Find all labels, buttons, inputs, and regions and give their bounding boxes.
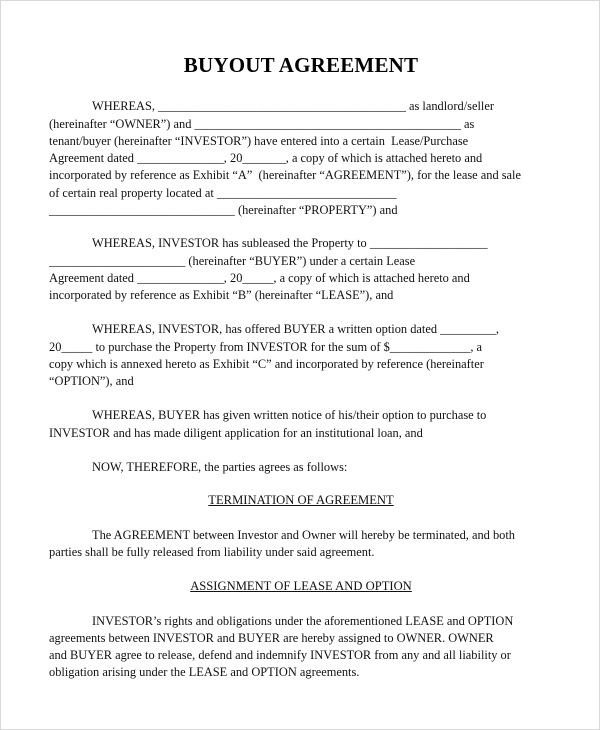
paragraph-3-line: “OPTION”), and	[49, 374, 134, 388]
section-1-line: The AGREEMENT between Investor and Owner will hereby be terminated, and both	[92, 528, 515, 542]
paragraph-2-line: incorporated by reference as Exhibit “B” (hereinafter “LEASE”), and	[49, 288, 394, 302]
paragraph-2-line: WHEREAS, INVESTOR has subleased the Property to ___________________	[92, 236, 488, 250]
paragraph-1-line: Agreement dated ______________, 20_______, a copy of which is attached hereto and	[49, 151, 483, 165]
paragraph-1-line: tenant/buyer (hereinafter “INVESTOR”) have entered into a certain Lease/Purchase	[49, 134, 469, 148]
paragraph-4-line: INVESTOR and has made diligent application for an institutional loan, and	[49, 426, 423, 440]
section-2-line: agreements between INVESTOR and BUYER are hereby assigned to OWNER. OWNER	[49, 631, 494, 645]
paragraph-2-line: ______________________ (hereinafter “BUYER”) under a certain Lease	[49, 254, 416, 268]
paragraph-3-line: copy which is annexed hereto as Exhibit “C” and incorporated by reference (hereinafter	[49, 357, 484, 371]
paragraph-1-line: ______________________________ (hereinafter “PROPERTY”) and	[49, 203, 398, 217]
section-2-line: obligation arising under the LEASE and OPTION agreements.	[49, 665, 360, 679]
paragraph-1-line: incorporated by reference as Exhibit “A” (hereinafter “AGREEMENT”), for the lease and sale	[49, 168, 521, 182]
paragraph-3-line: 20_____ to purchase the Property from INVESTOR for the sum of $_____________, a	[49, 340, 483, 354]
paragraph-3-line: WHEREAS, INVESTOR, has offered BUYER a written option dated _________,	[92, 322, 500, 336]
paragraph-2-line: Agreement dated ______________, 20_____, a copy of which is attached hereto and	[49, 271, 470, 285]
document-title: BUYOUT AGREEMENT	[183, 53, 419, 77]
section-2-line: and BUYER agree to release, defend and indemnify INVESTOR from any and all liability or	[49, 648, 511, 662]
paragraph-1-line: (hereinafter “OWNER”) and ___________________________________________ as	[49, 117, 475, 131]
paragraph-4-line: WHEREAS, BUYER has given written notice of his/their option to purchase to	[92, 408, 487, 422]
section-heading-assignment: ASSIGNMENT OF LEASE AND OPTION	[190, 579, 412, 593]
section-2-line: INVESTOR’s rights and obligations under the aforementioned LEASE and OPTION	[92, 614, 514, 628]
section-heading-termination: TERMINATION OF AGREEMENT	[208, 493, 394, 507]
paragraph-5-line: NOW, THEREFORE, the parties agrees as follows:	[92, 460, 348, 474]
paragraph-1-line: WHEREAS, ________________________________________ as landlord/seller	[92, 99, 494, 113]
paragraph-1-line: of certain real property located at _____________________________	[49, 186, 397, 200]
section-1-line: parties shall be fully released from liability under said agreement.	[49, 545, 375, 559]
